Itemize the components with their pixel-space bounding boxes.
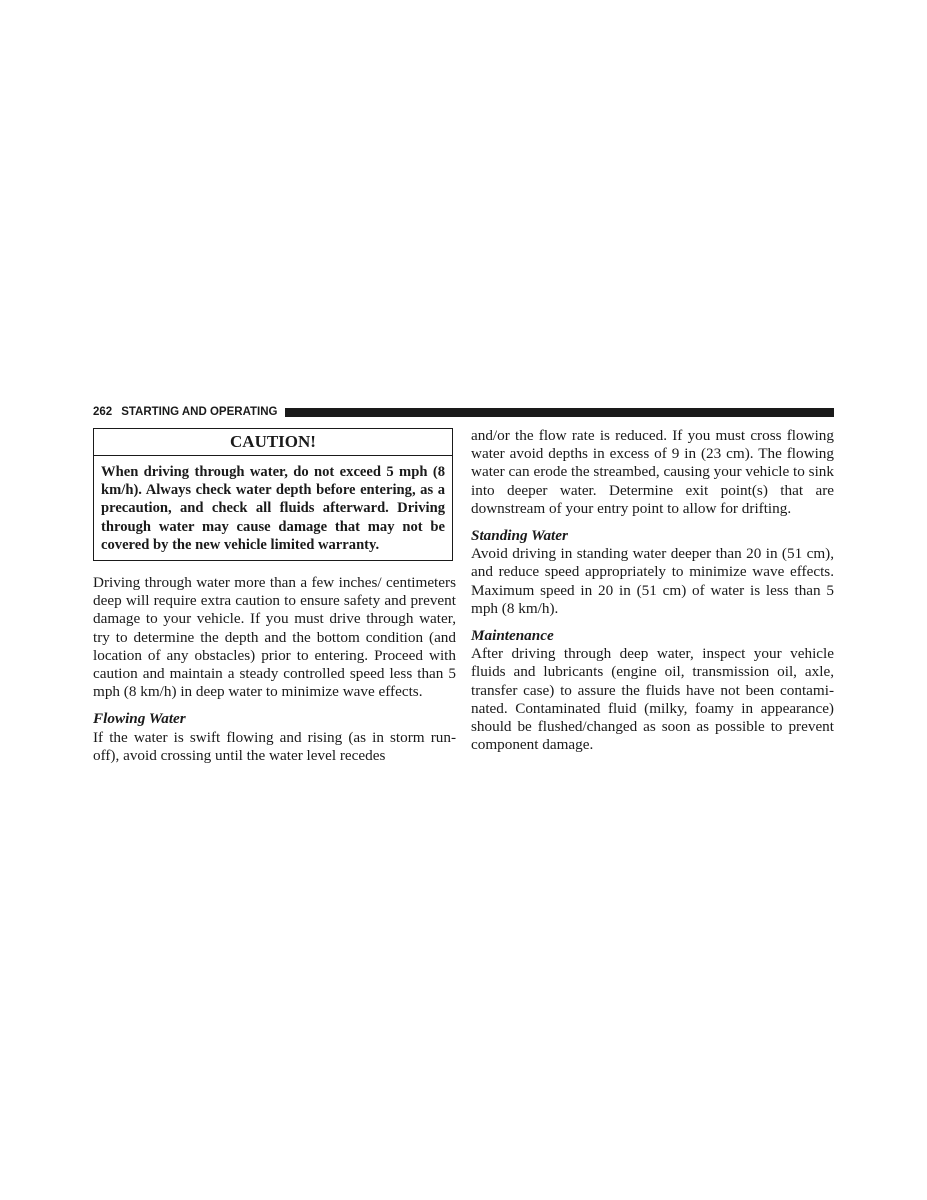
header-rule (285, 408, 835, 417)
maintenance-paragraph: After driving through deep water, inspect your vehicle fluids and lubricants (engine oil, transmission oil, axle, transfer case) to assure the fluids have not been contaminated. Contaminated fluid (milky, foamy in appearance) should be flushed/changed as soon as possible to prevent component damage. (471, 645, 834, 754)
flowing-water-paragraph-start: If the water is swift flowing and rising (as in storm run-off), avoid crossing until the water level recedes (93, 728, 456, 764)
flowing-water-paragraph-end: and/or the flow rate is reduced. If you must cross flowing water avoid depths in excess of 9 in (23 cm). The flowing water can erode the streambed, causing your vehicle to sink into deeper water. Determine exit point(s) that are downstream of your entry point to allow for drifting. (471, 427, 834, 517)
intro-paragraph: Driving through water more than a few inches/ centimeters deep will require extra caution to ensure safety and prevent damage to your vehicle. If you must drive through water, try to determine the depth and the bottom condition (and location of any obstacles) prior to entering. Proceed with caution and maintain a steady controlled speed less than 5 mph (8 km/h) in deep water to minimize wave effects. (93, 574, 456, 701)
standing-water-heading: Standing Water (471, 527, 568, 545)
page-number: 262 (93, 406, 113, 418)
right-column (471, 427, 834, 754)
left-column (93, 428, 456, 765)
page-header (93, 405, 834, 419)
flowing-water-heading: Flowing Water (93, 710, 186, 728)
caution-body: When driving through water, do not exceed 5 mph (8 km/h). Always check water depth before entering, as a precaution, and check all fluids afterward. Driving through water may cause damage that may not be covered by the new vehicle limited warranty. (101, 464, 445, 553)
caution-box (93, 428, 453, 561)
maintenance-heading: Maintenance (471, 627, 554, 645)
section-title: STARTING AND OPERATING (121, 406, 278, 418)
standing-water-paragraph: Avoid driving in standing water deeper than 20 in (51 cm), and reduce speed appropriately to minimize wave effects. Maximum speed in 20 in (51 cm) of water is less than 5 mph (8 km/h). (471, 545, 834, 617)
caution-title: CAUTION! (94, 429, 452, 456)
